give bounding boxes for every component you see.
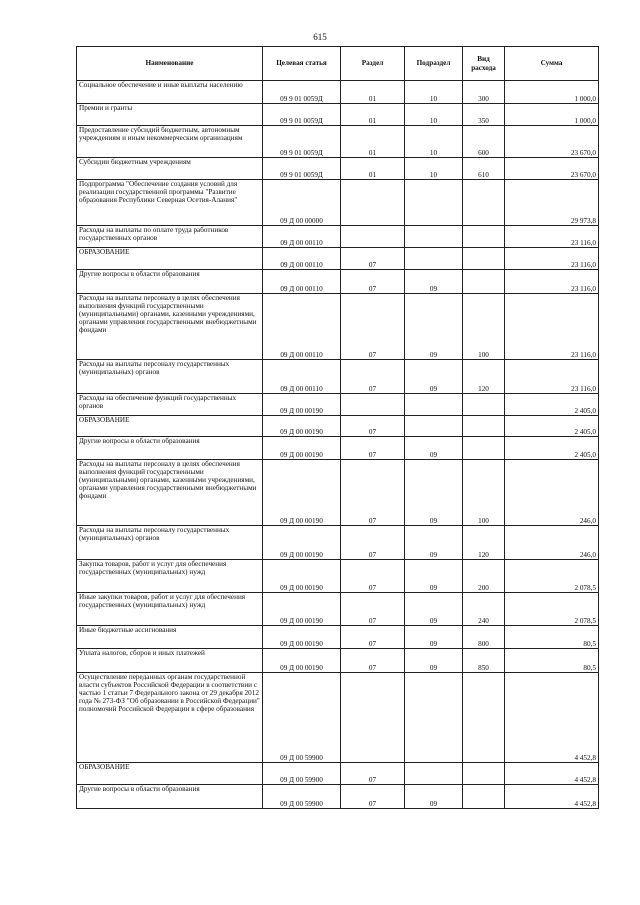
row-sum: 23 116,0 [505, 294, 599, 360]
row-type: 100 [463, 294, 505, 360]
row-type: 850 [463, 649, 505, 673]
row-type [463, 226, 505, 248]
row-sum: 2 405,0 [505, 394, 599, 416]
table-row [77, 593, 599, 626]
table-row [77, 294, 599, 360]
row-subsection [405, 763, 463, 785]
row-sum: 23 116,0 [505, 360, 599, 394]
page-number: 615 [313, 32, 327, 42]
row-name: Уплата налогов, сборов и иных платежей [77, 649, 263, 673]
table-row [77, 226, 599, 248]
row-subsection: 09 [405, 270, 463, 294]
row-name: ОБРАЗОВАНИЕ [77, 763, 263, 785]
table-row [77, 81, 599, 104]
row-sum: 29 973,8 [505, 180, 599, 226]
row-code: 09 Д 00 59900 [263, 673, 341, 763]
row-code: 09 Д 00 00190 [263, 394, 341, 416]
row-sum: 4 452,8 [505, 673, 599, 763]
table-row [77, 673, 599, 763]
row-subsection: 10 [405, 81, 463, 104]
row-sum: 2 405,0 [505, 437, 599, 460]
row-code: 09 9 01 0059Д [263, 104, 341, 126]
row-sum: 23 116,0 [505, 226, 599, 248]
row-type [463, 394, 505, 416]
row-code: 09 Д 00 59900 [263, 785, 341, 809]
row-type: 240 [463, 593, 505, 626]
row-type: 120 [463, 526, 505, 560]
header-section: Раздел [341, 47, 405, 81]
row-section: 01 [341, 158, 405, 180]
row-section: 07 [341, 763, 405, 785]
row-type [463, 763, 505, 785]
row-subsection [405, 416, 463, 437]
row-sum: 2 405,0 [505, 416, 599, 437]
row-type: 610 [463, 158, 505, 180]
row-type: 600 [463, 126, 505, 158]
table-row [77, 649, 599, 673]
row-section: 07 [341, 460, 405, 526]
row-type [463, 270, 505, 294]
table-row [77, 560, 599, 593]
row-section [341, 394, 405, 416]
row-section: 07 [341, 270, 405, 294]
row-section: 07 [341, 360, 405, 394]
row-sum: 4 452,8 [505, 763, 599, 785]
row-name: Другие вопросы в области образования [77, 437, 263, 460]
table-row [77, 248, 599, 270]
row-subsection: 09 [405, 626, 463, 649]
table-row [77, 437, 599, 460]
row-section: 07 [341, 593, 405, 626]
row-section [341, 180, 405, 226]
row-name: Расходы на выплаты по оплате труда работников государственных органов [77, 226, 263, 248]
table-row [77, 763, 599, 785]
table-body [77, 81, 599, 809]
row-type [463, 416, 505, 437]
row-section [341, 673, 405, 763]
row-sum: 1 000,0 [505, 104, 599, 126]
row-code: 09 Д 00 00190 [263, 649, 341, 673]
row-name: Другие вопросы в области образования [77, 785, 263, 809]
row-name: Закупка товаров, работ и услуг для обеспечения государственных (муниципальных) нужд [77, 560, 263, 593]
row-sum: 23 116,0 [505, 248, 599, 270]
row-sum: 80,5 [505, 649, 599, 673]
row-name: ОБРАЗОВАНИЕ [77, 416, 263, 437]
row-code: 09 Д 00 00190 [263, 460, 341, 526]
table-row [77, 158, 599, 180]
row-section: 07 [341, 526, 405, 560]
row-code: 09 9 01 0059Д [263, 158, 341, 180]
row-sum: 23 116,0 [505, 270, 599, 294]
row-code: 09 9 01 0059Д [263, 81, 341, 104]
row-subsection: 09 [405, 294, 463, 360]
row-name: Социальное обеспечение и иные выплаты населению [77, 81, 263, 104]
row-name: Другие вопросы в области образования [77, 270, 263, 294]
row-code: 09 Д 00 00190 [263, 526, 341, 560]
row-name: Расходы на обеспечение функций государственных органов [77, 394, 263, 416]
row-section: 07 [341, 248, 405, 270]
row-code: 09 9 01 0059Д [263, 126, 341, 158]
row-subsection: 09 [405, 560, 463, 593]
row-sum: 23 670,0 [505, 126, 599, 158]
row-section: 07 [341, 294, 405, 360]
row-name: Подпрограмма "Обеспечение создания условий для реализации государственной программы "Развитие образования Республики Северная Осетия-Алания" [77, 180, 263, 226]
row-code: 09 Д 00 00190 [263, 560, 341, 593]
header-code: Целевая статья [263, 47, 341, 81]
table-row [77, 270, 599, 294]
row-subsection: 09 [405, 460, 463, 526]
row-code: 09 Д 00 00190 [263, 416, 341, 437]
row-sum: 23 670,0 [505, 158, 599, 180]
row-name: Осуществление переданных органам государственной власти субъектов Российской Федерации в соответствии с частью 1 статьи 7 Федерального закона от 29 декабря 2012 года № 273-ФЗ "Об образовании в Российской Федерации" полномочий Российской Федерации в сфере образования [77, 673, 263, 763]
table-row [77, 104, 599, 126]
row-code: 09 Д 00 59900 [263, 763, 341, 785]
row-section: 07 [341, 626, 405, 649]
row-name: Субсидии бюджетным учреждениям [77, 158, 263, 180]
row-subsection [405, 673, 463, 763]
row-name: Премии и гранты [77, 104, 263, 126]
row-name: Расходы на выплаты персоналу государственных (муниципальных) органов [77, 360, 263, 394]
row-name: Иные закупки товаров, работ и услуг для обеспечения государственных (муниципальных) нужд [77, 593, 263, 626]
row-sum: 2 078,5 [505, 560, 599, 593]
row-type: 350 [463, 104, 505, 126]
table-row [77, 360, 599, 394]
row-section: 01 [341, 126, 405, 158]
table-row [77, 626, 599, 649]
row-subsection [405, 248, 463, 270]
header-sum: Сумма [505, 47, 599, 81]
table-row [77, 526, 599, 560]
table-row [77, 460, 599, 526]
row-subsection: 09 [405, 785, 463, 809]
row-subsection: 10 [405, 126, 463, 158]
row-code: 09 Д 00 00110 [263, 248, 341, 270]
row-subsection: 09 [405, 593, 463, 626]
row-type [463, 248, 505, 270]
row-type: 800 [463, 626, 505, 649]
row-section: 07 [341, 416, 405, 437]
row-code: 09 Д 00 00190 [263, 593, 341, 626]
row-section: 07 [341, 785, 405, 809]
row-section [341, 226, 405, 248]
row-type [463, 673, 505, 763]
table-row [77, 785, 599, 809]
row-name: Расходы на выплаты персоналу государственных (муниципальных) органов [77, 526, 263, 560]
header-name: Наименование [77, 47, 263, 81]
row-sum: 4 452,8 [505, 785, 599, 809]
row-section: 07 [341, 649, 405, 673]
row-subsection: 09 [405, 437, 463, 460]
row-code: 09 Д 00 00190 [263, 437, 341, 460]
row-type [463, 437, 505, 460]
row-code: 09 Д 00 00110 [263, 270, 341, 294]
header-subsection: Подраздел [405, 47, 463, 81]
row-subsection [405, 180, 463, 226]
row-type: 200 [463, 560, 505, 593]
table-header-row [77, 47, 599, 81]
header-type: Вид расхода [463, 47, 505, 81]
row-type [463, 180, 505, 226]
row-code: 09 Д 00 00000 [263, 180, 341, 226]
row-type: 120 [463, 360, 505, 394]
row-code: 09 Д 00 00110 [263, 360, 341, 394]
row-sum: 2 078,5 [505, 593, 599, 626]
row-subsection [405, 226, 463, 248]
row-code: 09 Д 00 00110 [263, 226, 341, 248]
budget-table [76, 46, 599, 809]
row-subsection: 09 [405, 526, 463, 560]
row-subsection: 10 [405, 104, 463, 126]
row-sum: 1 000,0 [505, 81, 599, 104]
row-name: Предоставление субсидий бюджетным, автономным учреждениям и иным некоммерческим организациям [77, 126, 263, 158]
row-section: 01 [341, 81, 405, 104]
row-section: 07 [341, 560, 405, 593]
row-name: Расходы на выплаты персоналу в целях обеспечения выполнения функций государственными (муниципальными) органами, казенными учреждениями, органами управления государственными внебюджетными фондами [77, 294, 263, 360]
row-code: 09 Д 00 00110 [263, 294, 341, 360]
row-sum: 246,0 [505, 460, 599, 526]
row-subsection: 10 [405, 158, 463, 180]
row-type [463, 785, 505, 809]
row-sum: 80,5 [505, 626, 599, 649]
table-row [77, 394, 599, 416]
row-type: 300 [463, 81, 505, 104]
row-subsection: 09 [405, 360, 463, 394]
row-name: ОБРАЗОВАНИЕ [77, 248, 263, 270]
table-row [77, 180, 599, 226]
row-sum: 246,0 [505, 526, 599, 560]
row-name: Иные бюджетные ассигнования [77, 626, 263, 649]
table-row [77, 126, 599, 158]
row-subsection: 09 [405, 649, 463, 673]
row-type: 100 [463, 460, 505, 526]
row-section: 01 [341, 104, 405, 126]
row-name: Расходы на выплаты персоналу в целях обеспечения выполнения функций государственными (муниципальными) органами, казенными учреждениями, органами управления государственными внебюджетными фондами [77, 460, 263, 526]
table-row [77, 416, 599, 437]
row-subsection [405, 394, 463, 416]
row-code: 09 Д 00 00190 [263, 626, 341, 649]
row-section: 07 [341, 437, 405, 460]
